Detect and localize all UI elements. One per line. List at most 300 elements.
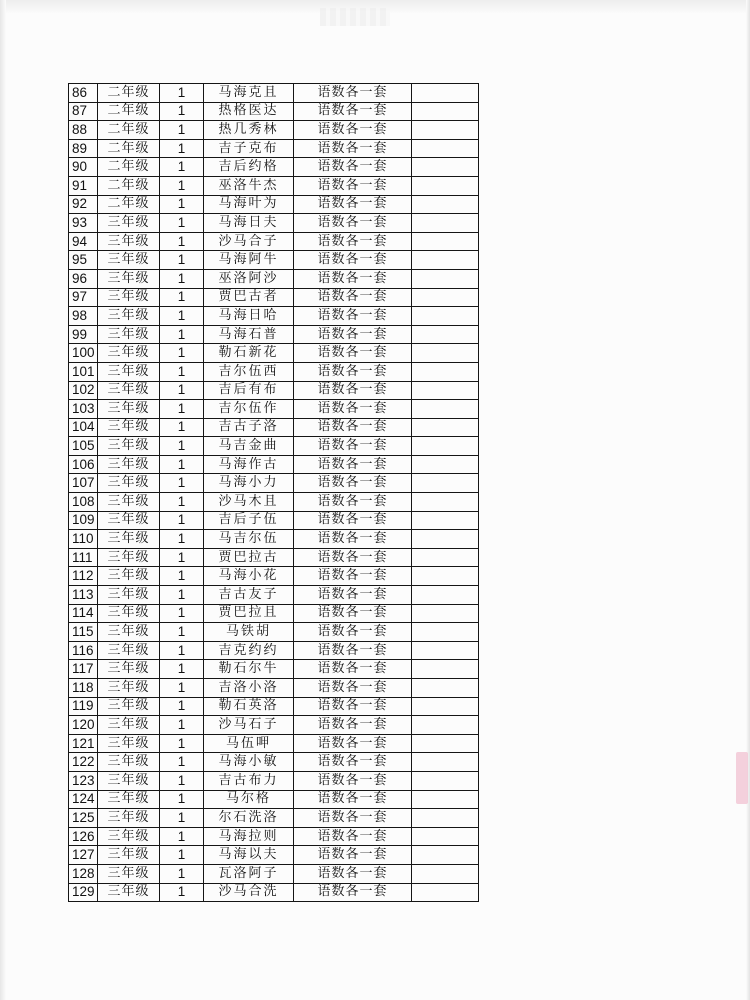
row-number: 119 [69,697,98,716]
table-row [69,455,479,474]
scan-right-shadow [746,0,750,1000]
grade-cell: 三年级 [98,214,160,233]
table-row [69,232,479,251]
row-number: 95 [69,251,98,270]
student-name-cell: 巫洛阿沙 [204,269,294,288]
student-name-cell: 瓦洛阿子 [204,864,294,883]
table-row [69,381,479,400]
row-number: 111 [69,548,98,567]
item-cell: 语数各一套 [294,176,412,195]
item-cell: 语数各一套 [294,455,412,474]
row-number: 128 [69,864,98,883]
item-cell: 语数各一套 [294,158,412,177]
remark-cell [412,883,479,902]
item-cell: 语数各一套 [294,195,412,214]
remark-cell [412,102,479,121]
remark-cell [412,325,479,344]
student-name-cell: 吉后约格 [204,158,294,177]
row-number: 91 [69,176,98,195]
grade-cell: 三年级 [98,586,160,605]
student-name-cell: 马海日哈 [204,307,294,326]
student-name-cell: 沙马木且 [204,493,294,512]
grade-cell: 三年级 [98,548,160,567]
student-name-cell: 马海阿牛 [204,251,294,270]
quantity-cell: 1 [160,344,204,363]
row-number: 87 [69,102,98,121]
table-row [69,883,479,902]
table-row [69,771,479,790]
row-number: 104 [69,418,98,437]
item-cell: 语数各一套 [294,883,412,902]
student-name-cell: 吉后子伍 [204,511,294,530]
item-cell: 语数各一套 [294,344,412,363]
remark-cell [412,381,479,400]
grade-cell: 三年级 [98,418,160,437]
quantity-cell: 1 [160,325,204,344]
quantity-cell: 1 [160,381,204,400]
item-cell: 语数各一套 [294,660,412,679]
remark-cell [412,288,479,307]
distribution-table [68,83,479,902]
row-number: 96 [69,269,98,288]
grade-cell: 三年级 [98,232,160,251]
row-number: 124 [69,790,98,809]
student-name-cell: 吉古友子 [204,586,294,605]
remark-cell [412,586,479,605]
table-row [69,437,479,456]
table-row [69,567,479,586]
row-number: 122 [69,753,98,772]
item-cell: 语数各一套 [294,623,412,642]
row-number: 101 [69,362,98,381]
table-row [69,362,479,381]
quantity-cell: 1 [160,493,204,512]
row-number: 108 [69,493,98,512]
quantity-cell: 1 [160,641,204,660]
remark-cell [412,771,479,790]
remark-cell [412,697,479,716]
quantity-cell: 1 [160,474,204,493]
grade-cell: 三年级 [98,400,160,419]
row-number: 114 [69,604,98,623]
row-number: 107 [69,474,98,493]
table-row [69,474,479,493]
quantity-cell: 1 [160,883,204,902]
remark-cell [412,418,479,437]
student-name-cell: 马伍呷 [204,734,294,753]
student-name-cell: 马铁胡 [204,623,294,642]
quantity-cell: 1 [160,158,204,177]
quantity-cell: 1 [160,846,204,865]
item-cell: 语数各一套 [294,641,412,660]
student-name-cell: 勒石英洛 [204,697,294,716]
quantity-cell: 1 [160,679,204,698]
item-cell: 语数各一套 [294,511,412,530]
item-cell: 语数各一套 [294,790,412,809]
remark-cell [412,232,479,251]
quantity-cell: 1 [160,232,204,251]
table-row [69,158,479,177]
item-cell: 语数各一套 [294,753,412,772]
table-row [69,307,479,326]
quantity-cell: 1 [160,269,204,288]
student-name-cell: 贾巴古者 [204,288,294,307]
quantity-cell: 1 [160,604,204,623]
student-name-cell: 吉子克布 [204,139,294,158]
remark-cell [412,641,479,660]
student-name-cell: 马海以夫 [204,846,294,865]
item-cell: 语数各一套 [294,474,412,493]
quantity-cell: 1 [160,827,204,846]
item-cell: 语数各一套 [294,734,412,753]
table-row [69,660,479,679]
remark-cell [412,176,479,195]
remark-cell [412,214,479,233]
row-number: 89 [69,139,98,158]
table-row [69,139,479,158]
student-name-cell: 贾巴拉古 [204,548,294,567]
table-row [69,176,479,195]
table-row [69,753,479,772]
quantity-cell: 1 [160,176,204,195]
grade-cell: 三年级 [98,883,160,902]
grade-cell: 三年级 [98,641,160,660]
row-number: 98 [69,307,98,326]
quantity-cell: 1 [160,288,204,307]
item-cell: 语数各一套 [294,269,412,288]
quantity-cell: 1 [160,251,204,270]
item-cell: 语数各一套 [294,121,412,140]
remark-cell [412,809,479,828]
remark-cell [412,121,479,140]
quantity-cell: 1 [160,102,204,121]
table-row [69,325,479,344]
row-number: 120 [69,716,98,735]
remark-cell [412,530,479,549]
student-name-cell: 马海日夫 [204,214,294,233]
grade-cell: 二年级 [98,121,160,140]
row-number: 90 [69,158,98,177]
table-row [69,846,479,865]
student-name-cell: 沙马合洗 [204,883,294,902]
remark-cell [412,679,479,698]
scan-left-shadow [0,0,6,1000]
table-row [69,809,479,828]
remark-cell [412,864,479,883]
student-name-cell: 吉洛小洛 [204,679,294,698]
remark-cell [412,139,479,158]
item-cell: 语数各一套 [294,288,412,307]
quantity-cell: 1 [160,790,204,809]
remark-cell [412,158,479,177]
remark-cell [412,660,479,679]
table-row [69,102,479,121]
row-number: 116 [69,641,98,660]
quantity-cell: 1 [160,864,204,883]
item-cell: 语数各一套 [294,586,412,605]
row-number: 103 [69,400,98,419]
student-name-cell: 吉尔伍作 [204,400,294,419]
quantity-cell: 1 [160,84,204,103]
student-name-cell: 吉古子洛 [204,418,294,437]
item-cell: 语数各一套 [294,325,412,344]
remark-cell [412,623,479,642]
quantity-cell: 1 [160,121,204,140]
row-number: 126 [69,827,98,846]
row-number: 129 [69,883,98,902]
table-row [69,697,479,716]
table-row [69,679,479,698]
remark-cell [412,400,479,419]
quantity-cell: 1 [160,753,204,772]
table-row [69,288,479,307]
grade-cell: 三年级 [98,307,160,326]
item-cell: 语数各一套 [294,251,412,270]
remark-cell [412,251,479,270]
quantity-cell: 1 [160,623,204,642]
student-name-cell: 贾巴拉且 [204,604,294,623]
item-cell: 语数各一套 [294,679,412,698]
grade-cell: 三年级 [98,493,160,512]
grade-cell: 三年级 [98,660,160,679]
remark-cell [412,474,479,493]
grade-cell: 三年级 [98,809,160,828]
student-name-cell: 马吉金曲 [204,437,294,456]
row-number: 105 [69,437,98,456]
student-name-cell: 热格医达 [204,102,294,121]
remark-cell [412,716,479,735]
remark-cell [412,455,479,474]
student-name-cell: 马海叶为 [204,195,294,214]
student-name-cell: 马海拉则 [204,827,294,846]
grade-cell: 三年级 [98,511,160,530]
quantity-cell: 1 [160,455,204,474]
quantity-cell: 1 [160,437,204,456]
table-row [69,493,479,512]
remark-cell [412,269,479,288]
row-number: 102 [69,381,98,400]
student-name-cell: 勒石新花 [204,344,294,363]
grade-cell: 三年级 [98,251,160,270]
row-number: 123 [69,771,98,790]
grade-cell: 三年级 [98,362,160,381]
student-name-cell: 马海小力 [204,474,294,493]
remark-cell [412,195,479,214]
remark-cell [412,827,479,846]
table-row [69,827,479,846]
quantity-cell: 1 [160,697,204,716]
student-name-cell: 吉后有布 [204,381,294,400]
table-row [69,641,479,660]
table-row [69,530,479,549]
grade-cell: 三年级 [98,455,160,474]
item-cell: 语数各一套 [294,604,412,623]
table-row [69,251,479,270]
quantity-cell: 1 [160,567,204,586]
remark-cell [412,604,479,623]
quantity-cell: 1 [160,530,204,549]
table-body [69,84,479,902]
grade-cell: 二年级 [98,102,160,121]
grade-cell: 三年级 [98,753,160,772]
student-name-cell: 马海作古 [204,455,294,474]
student-name-cell: 尔石洗洛 [204,809,294,828]
student-name-cell: 马海石普 [204,325,294,344]
grade-cell: 三年级 [98,288,160,307]
quantity-cell: 1 [160,716,204,735]
grade-cell: 三年级 [98,771,160,790]
item-cell: 语数各一套 [294,84,412,103]
quantity-cell: 1 [160,511,204,530]
quantity-cell: 1 [160,548,204,567]
quantity-cell: 1 [160,139,204,158]
grade-cell: 二年级 [98,84,160,103]
grade-cell: 三年级 [98,734,160,753]
quantity-cell: 1 [160,400,204,419]
item-cell: 语数各一套 [294,716,412,735]
grade-cell: 三年级 [98,325,160,344]
remark-cell [412,548,479,567]
row-number: 94 [69,232,98,251]
table-row [69,623,479,642]
item-cell: 语数各一套 [294,827,412,846]
grade-cell: 三年级 [98,530,160,549]
item-cell: 语数各一套 [294,809,412,828]
student-name-cell: 吉克约约 [204,641,294,660]
grade-cell: 二年级 [98,195,160,214]
table-row [69,418,479,437]
remark-cell [412,84,479,103]
table-row [69,511,479,530]
table-row [69,586,479,605]
row-number: 97 [69,288,98,307]
grade-cell: 三年级 [98,790,160,809]
student-name-cell: 吉古布力 [204,771,294,790]
grade-cell: 三年级 [98,604,160,623]
row-number: 125 [69,809,98,828]
item-cell: 语数各一套 [294,697,412,716]
quantity-cell: 1 [160,771,204,790]
table-row [69,344,479,363]
quantity-cell: 1 [160,418,204,437]
student-name-cell: 马海小花 [204,567,294,586]
row-number: 100 [69,344,98,363]
remark-cell [412,753,479,772]
seal-stamp-fragment [736,752,748,804]
row-number: 93 [69,214,98,233]
item-cell: 语数各一套 [294,567,412,586]
grade-cell: 三年级 [98,567,160,586]
item-cell: 语数各一套 [294,214,412,233]
remark-cell [412,344,479,363]
item-cell: 语数各一套 [294,362,412,381]
row-number: 127 [69,846,98,865]
table-row [69,604,479,623]
student-name-cell: 热几秀林 [204,121,294,140]
student-name-cell: 马海克且 [204,84,294,103]
row-number: 92 [69,195,98,214]
row-number: 118 [69,679,98,698]
remark-cell [412,567,479,586]
item-cell: 语数各一套 [294,530,412,549]
table-row [69,214,479,233]
row-number: 88 [69,121,98,140]
row-number: 99 [69,325,98,344]
table-row [69,548,479,567]
row-number: 86 [69,84,98,103]
student-name-cell: 马海小敏 [204,753,294,772]
table-row [69,84,479,103]
remark-cell [412,493,479,512]
grade-cell: 二年级 [98,176,160,195]
remark-cell [412,362,479,381]
quantity-cell: 1 [160,214,204,233]
grade-cell: 三年级 [98,679,160,698]
student-name-cell: 沙马石子 [204,716,294,735]
grade-cell: 三年级 [98,697,160,716]
remark-cell [412,437,479,456]
grade-cell: 三年级 [98,864,160,883]
item-cell: 语数各一套 [294,381,412,400]
table-row [69,121,479,140]
quantity-cell: 1 [160,362,204,381]
item-cell: 语数各一套 [294,864,412,883]
student-name-cell: 马尔格 [204,790,294,809]
table-row [69,790,479,809]
row-number: 109 [69,511,98,530]
table-row [69,864,479,883]
row-number: 113 [69,586,98,605]
quantity-cell: 1 [160,809,204,828]
table-row [69,400,479,419]
grade-cell: 三年级 [98,437,160,456]
grade-cell: 三年级 [98,381,160,400]
remark-cell [412,846,479,865]
remark-cell [412,511,479,530]
grade-cell: 三年级 [98,716,160,735]
grade-cell: 三年级 [98,827,160,846]
row-number: 115 [69,623,98,642]
row-number: 112 [69,567,98,586]
grade-cell: 二年级 [98,158,160,177]
student-name-cell: 巫洛牛杰 [204,176,294,195]
bleed-through-mark [320,8,390,26]
row-number: 110 [69,530,98,549]
table-row [69,734,479,753]
item-cell: 语数各一套 [294,437,412,456]
row-number: 121 [69,734,98,753]
item-cell: 语数各一套 [294,102,412,121]
quantity-cell: 1 [160,734,204,753]
student-name-cell: 吉尔伍西 [204,362,294,381]
grade-cell: 三年级 [98,474,160,493]
table-row [69,195,479,214]
row-number: 117 [69,660,98,679]
grade-cell: 三年级 [98,623,160,642]
remark-cell [412,734,479,753]
item-cell: 语数各一套 [294,548,412,567]
grade-cell: 三年级 [98,846,160,865]
grade-cell: 三年级 [98,269,160,288]
item-cell: 语数各一套 [294,493,412,512]
item-cell: 语数各一套 [294,418,412,437]
quantity-cell: 1 [160,660,204,679]
item-cell: 语数各一套 [294,232,412,251]
student-name-cell: 沙马合子 [204,232,294,251]
grade-cell: 二年级 [98,139,160,158]
item-cell: 语数各一套 [294,846,412,865]
quantity-cell: 1 [160,586,204,605]
